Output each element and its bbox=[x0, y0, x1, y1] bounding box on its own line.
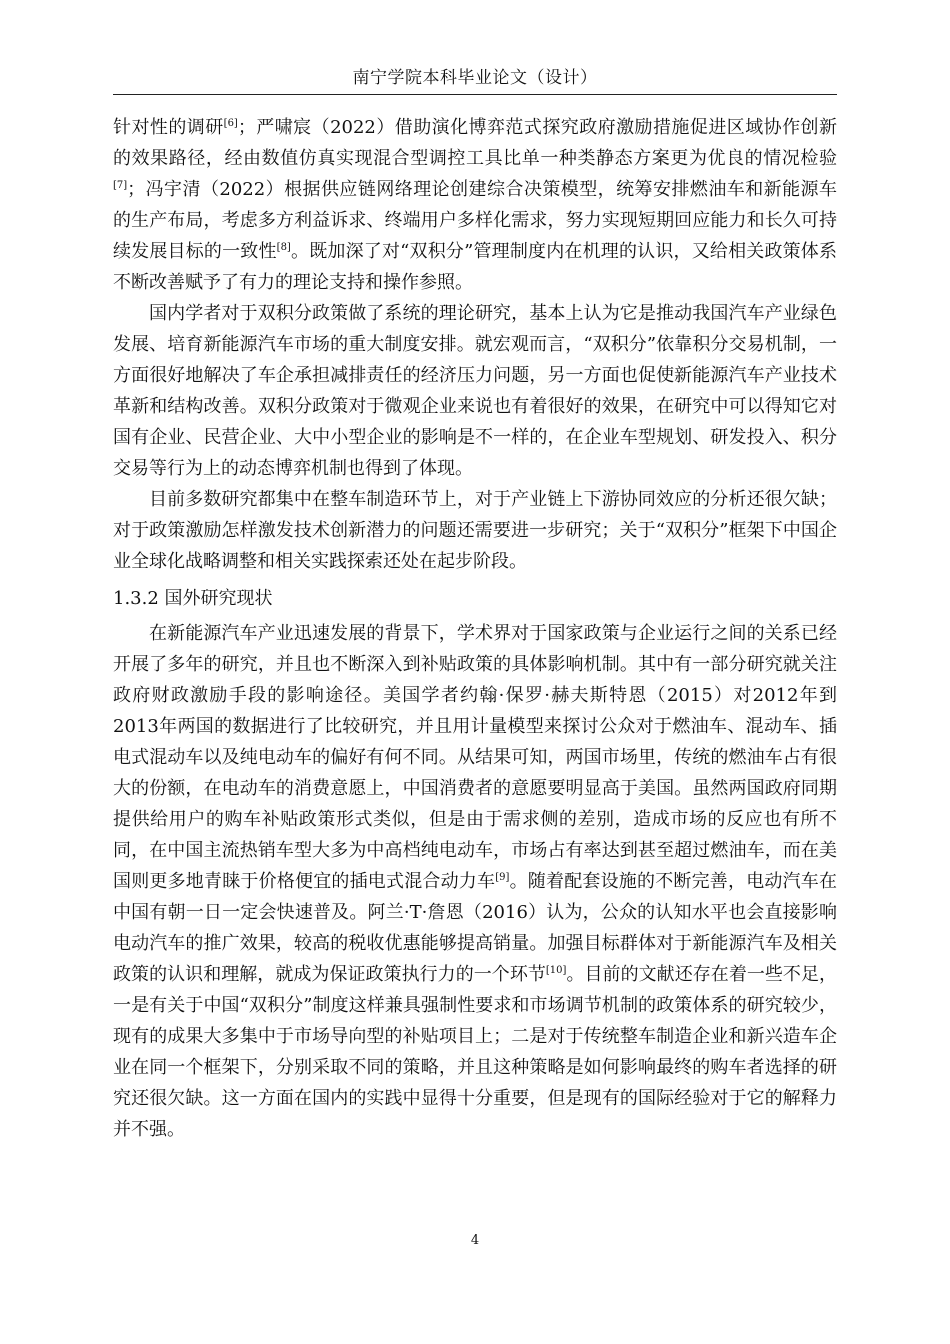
running-header: 南宁学院本科毕业论文（设计） bbox=[352, 68, 598, 88]
paragraph-3: 目前多数研究都集中在整车制造环节上，对于产业链上下游协同效应的分析还很欠缺；对于政策激励怎样激发技术创新潜力的问题还需要进一步研究；关于“双积分”框架下中国企业全球化战略调整和相关实践探索还处在起步阶段。 bbox=[113, 489, 837, 572]
citation-9: [9] bbox=[495, 872, 510, 883]
page-number: 4 bbox=[470, 1233, 480, 1248]
paragraph-1-text-b: ；严啸宸（2022）借助演化博弈范式探究政府激励措施促进区域协作创新的效果路径，经由数值仿真实现混合型调控工具比单一种类静态方案更为优良的情况检验 bbox=[113, 117, 837, 169]
header-divider bbox=[113, 94, 837, 95]
paragraph-1-text-c: ；冯宇清（2022）根据供应链网络理论创建综合决策模型，统筹安排燃油车和新能源车的生产布局，考虑多方利益诉求、终端用户多样化需求，努力实现短期回应能力和长久可持续发展目标的一致性 bbox=[113, 179, 837, 262]
paragraph-1-text-a: 针对性的调研 bbox=[113, 117, 224, 138]
paragraph-4 bbox=[113, 618, 837, 1145]
citation-6: [6] bbox=[223, 118, 238, 129]
paragraph-4-text-a: 在新能源汽车产业迅速发展的背景下，学术界对于国家政策与企业运行之间的关系已经开展了多年的研究，并且也不断深入到补贴政策的具体影响机制。其中有一部分研究就关注政府财政激励手段的影响途径。美国学者约翰·保罗·赫夫斯特恩（2015）对2012年到2013年两国的数据进行了比较研究，并且用计量模型来探讨公众对于燃油车、混动车、插电式混动车以及纯电动车的偏好有何不同。从结果可知，两国市场里，传统的燃油车占有很大的份额，在电动车的消费意愿上，中国消费者的意愿要明显高于美国。虽然两国政府同期提供给用户的购车补贴政策形式类似，但是由于需求侧的差别，造成市场的反应也有所不同，在中国主流热销车型大多为中高档纯电动车，市场占有率达到甚至超过燃油车，而在美国则更多地青睐于价格便宜的插电式混合动力车 bbox=[113, 623, 837, 892]
citation-7: [7] bbox=[113, 180, 128, 191]
paragraph-1 bbox=[113, 112, 837, 298]
section-heading: 1.3.2 国外研究现状 bbox=[113, 588, 273, 609]
paragraph-1-text-d: 。既加深了对“双积分”管理制度内在机理的认识，又给相关政策体系不断改善赋予了有力的理论支持和操作参照。 bbox=[113, 241, 837, 293]
paragraph-2: 国内学者对于双积分政策做了系统的理论研究，基本上认为它是推动我国汽车产业绿色发展、培育新能源汽车市场的重大制度安排。就宏观而言，“双积分”依靠积分交易机制，一方面很好地解决了车企承担减排责任的经济压力问题，另一方面也促使新能源汽车产业技术革新和结构改善。双积分政策对于微观企业来说也有着很好的效果，在研究中可以得知它对国有企业、民营企业、大中小型企业的影响是不一样的，在企业车型规划、研发投入、积分交易等行为上的动态博弈机制也得到了体现。 bbox=[113, 303, 837, 479]
document-body bbox=[113, 112, 837, 1145]
paragraph-4-text-b: 。随着配套设施的不断完善，电动汽车在中国有朝一日一定会快速普及。阿兰·T·詹恩（2016）认为，公众的认知水平也会直接影响电动汽车的推广效果，较高的税收优惠能够提高销量。加强目标群体对于新能源汽车及相关政策的认识和理解，就成为保证政策执行力的一个环节 bbox=[113, 871, 838, 985]
citation-10: [10] bbox=[545, 965, 567, 976]
citation-8: [8] bbox=[276, 242, 291, 253]
paragraph-4-text-c: 。目前的文献还存在着一些不足，一是有关于中国“双积分”制度这样兼具强制性要求和市场调节机制的政策体系的研究较少，现有的成果大多集中于市场导向型的补贴项目上；二是对于传统整车制造企业和新兴造车企业在同一个框架下，分别采取不同的策略，并且这种策略是如何影响最终的购车者选择的研究还很欠缺。这一方面在国内的实践中显得十分重要，但是现有的国际经验对于它的解释力并不强。 bbox=[113, 964, 838, 1140]
